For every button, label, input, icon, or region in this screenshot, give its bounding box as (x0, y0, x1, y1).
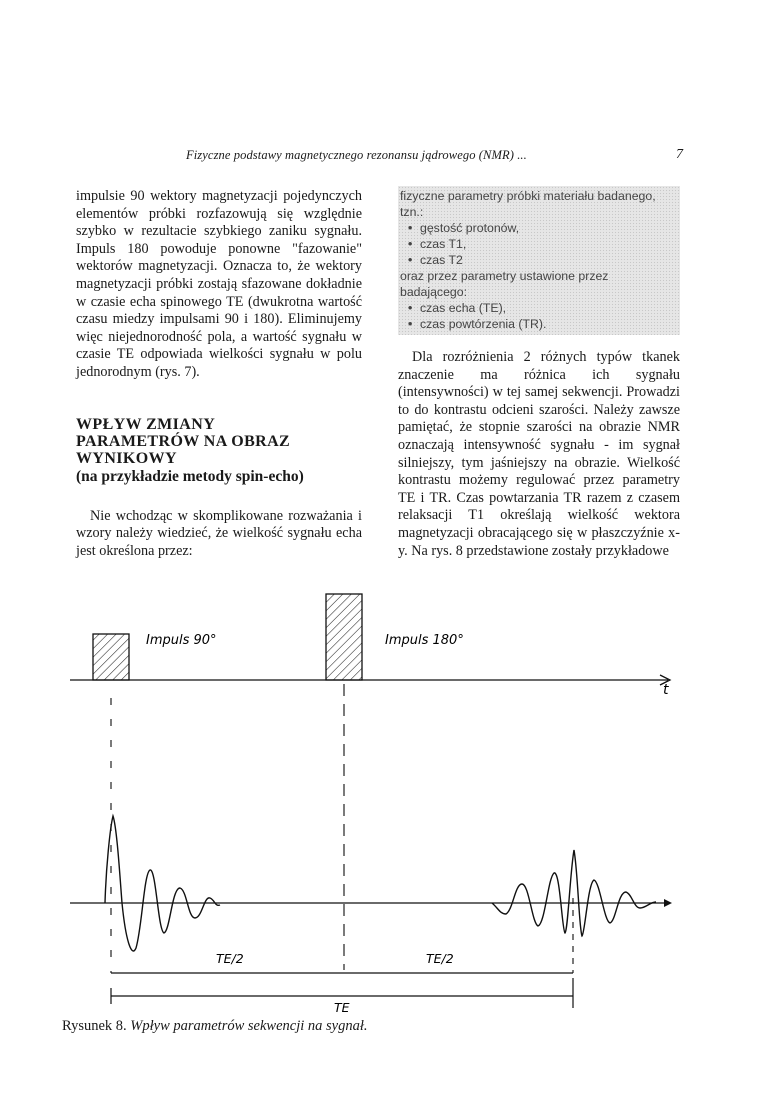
body-paragraph: Dla rozróżnienia 2 różnych typów tkanek znaczenie ma różnica ich sygnału (intensywności) w tej samej sekwencji. Prowadzi to do kontrastu odcieni szarości. Należy zawsze pamiętać, że stopnie szarości na obrazie NMR oznaczają intensywność sygnału - im sygnał silniejszy, tym jaśniejszy na obrazie. Wielkość kontrastu możemy regulować przez parametry TE i TR. Czas powtarzania TR razem z czasem relaksacji T1 określają wielkość wektora magnetyzacji obracającego się w płaszczyźnie x-y. Na rys. 8 przedstawione zostały przykładowe (398, 349, 680, 559)
pulse-90-label: Impuls 90° (146, 633, 217, 648)
running-header (0, 148, 774, 168)
left-column (76, 188, 362, 560)
section-heading-line2: PARAMETRÓW NA OBRAZ (76, 432, 291, 450)
bullet-icon: • (408, 253, 413, 267)
list-item: • czas powtórzenia (TR). (408, 317, 547, 331)
section-heading-line3: WYNIKOWY (76, 449, 177, 467)
pulse-180-block (326, 594, 362, 680)
pulse-180-label: Impuls 180° (385, 633, 464, 648)
caption-text: Wpływ parametrów sekwencji na sygnał. (130, 1018, 368, 1034)
list-item: • gęstość protonów, (408, 221, 520, 235)
section-subheading: (na przykładzie metody spin-echo) (76, 467, 304, 485)
list-item: • czas T2 (408, 253, 463, 267)
bullet-icon: • (408, 237, 413, 251)
fid-signal (105, 816, 220, 951)
parameters-box (398, 186, 680, 335)
te-half-right-label: TE/2 (426, 951, 454, 966)
time-axis-label: t (663, 682, 669, 698)
right-column (398, 188, 680, 560)
list-item: • czas T1, (408, 237, 467, 251)
body-paragraph: impulsie 90 wektory magnetyzacji pojedynczych elementów próbki rozfazowują się względnie szybko w rezultacie szybkiego zaniku sygnału. Impuls 180 powoduje ponowne "fazowanie" wektorów magnetyzacji. Oznacza to, że wektory magnetyzacji próbki zostają sfazowane dokładnie w czasie echa spinowego TE (dwukrotna wartość czasu miedzy impulsami 90 i 180). Eliminujemy więc niejednorodność pola, a wartość sygnału w czasie TE odpowiada wielkości sygnału w polu jednorodnym (rys. 7). (76, 188, 362, 380)
caption-prefix: Rysunek 8. (62, 1018, 127, 1034)
sample-parameters-list (400, 220, 676, 268)
list-item: • czas echa (TE), (408, 301, 507, 315)
bullet-icon: • (408, 317, 413, 331)
te-full-label: TE (334, 1000, 350, 1015)
echo-signal (492, 850, 656, 936)
pulse-90-block (93, 634, 129, 680)
bullet-icon: • (408, 221, 413, 235)
running-title: Fizyczne podstawy magnetycznego rezonansu jądrowego (NMR) ... (186, 148, 527, 162)
figure-caption (62, 1018, 368, 1035)
te-half-left-label: TE/2 (216, 951, 244, 966)
bullet-icon: • (408, 301, 413, 315)
section-heading-line1: WPŁYW ZMIANY (76, 415, 216, 433)
box-intro: fizyczne parametry próbki materiału badanego, tzn.: (400, 189, 656, 219)
signal-arrow-icon (664, 899, 672, 907)
spin-echo-diagram (60, 588, 690, 1028)
page-number: 7 (676, 147, 683, 162)
body-paragraph: Nie wchodząc w skomplikowane rozważania i wzory należy wiedzieć, że wielkość sygnału echa jest określona przez: (76, 507, 362, 559)
box-middle: oraz przez parametry ustawione przez badającego: (400, 269, 609, 299)
operator-parameters-list (400, 300, 676, 332)
